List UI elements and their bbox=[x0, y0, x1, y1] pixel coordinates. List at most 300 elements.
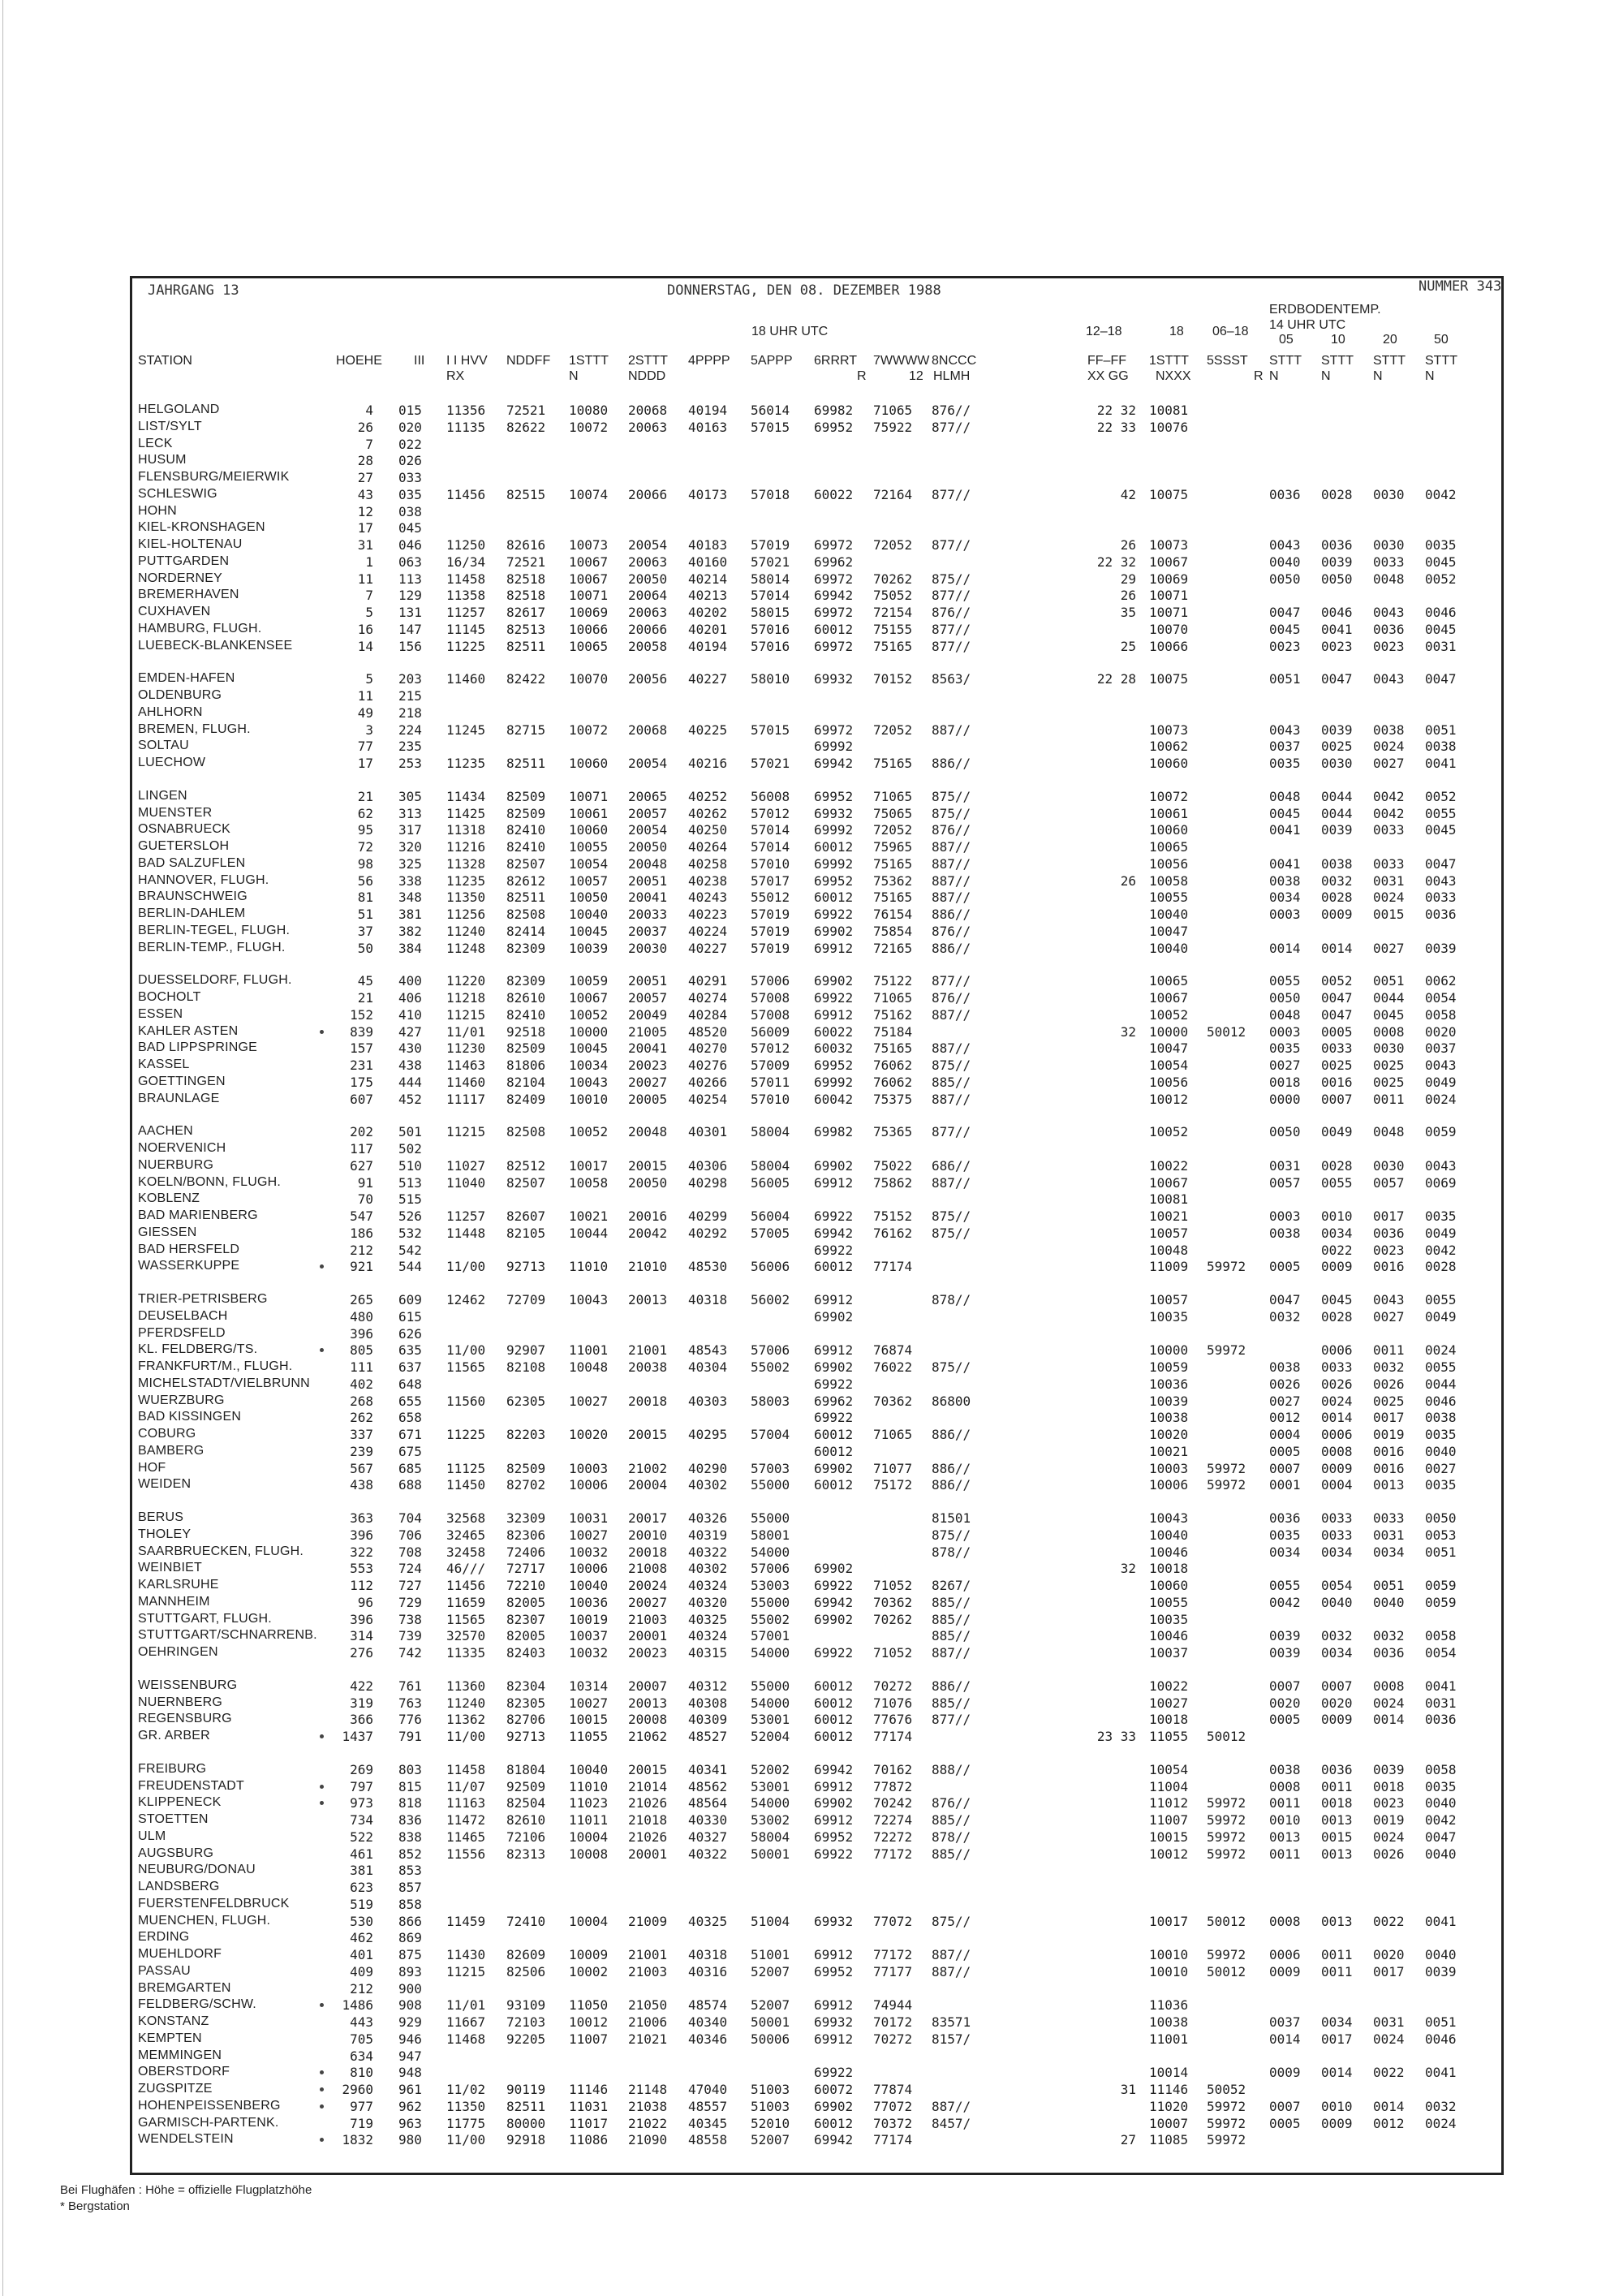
obs-cell: 72406 bbox=[506, 1544, 546, 1560]
station-altitude: 12 bbox=[357, 504, 373, 519]
station-altitude: 409 bbox=[350, 1964, 373, 1979]
obs-cell: 10071 bbox=[569, 789, 609, 804]
extra-cell: 0025 bbox=[1373, 1394, 1405, 1409]
station-name: OEHRINGEN bbox=[138, 1645, 218, 1659]
extra-cell: 0005 bbox=[1269, 2116, 1301, 2131]
extra-cell: 0036 bbox=[1321, 1762, 1353, 1777]
extra-cell: 11004 bbox=[1149, 1779, 1189, 1794]
extra-cell: 0054 bbox=[1321, 1578, 1353, 1593]
station-altitude: 37 bbox=[357, 924, 373, 939]
obs-cell: 20001 bbox=[628, 1628, 668, 1643]
extra-cell: 0055 bbox=[1269, 973, 1301, 989]
extra-cell: 0031 bbox=[1373, 2014, 1405, 2030]
station-id: 609 bbox=[398, 1292, 422, 1307]
extra-cell: 10075 bbox=[1149, 671, 1189, 687]
station-altitude: 396 bbox=[350, 1527, 373, 1543]
extra-cell: 0012 bbox=[1373, 2116, 1405, 2131]
extra-cell: 0055 bbox=[1269, 1578, 1301, 1593]
station-name: FELDBERG/SCHW. bbox=[138, 1997, 256, 2011]
station-altitude: 1486 bbox=[342, 1997, 373, 2013]
col-iii: III bbox=[414, 354, 425, 368]
obs-cell: 82313 bbox=[506, 1846, 546, 1862]
obs-cell: 20057 bbox=[628, 990, 668, 1006]
extra-cell: 0010 bbox=[1269, 1812, 1301, 1828]
station-id: 791 bbox=[398, 1729, 422, 1744]
station-altitude: 461 bbox=[350, 1846, 373, 1862]
obs-cell: 886// bbox=[932, 1461, 971, 1476]
station-altitude: 276 bbox=[350, 1645, 373, 1661]
extra-cell: 10071 bbox=[1149, 588, 1189, 603]
extra-cell: 10054 bbox=[1149, 1762, 1189, 1777]
extra-cell: 10048 bbox=[1149, 1243, 1189, 1258]
obs-cell: 11/01 bbox=[446, 1024, 486, 1040]
obs-cell: 69952 bbox=[814, 1058, 854, 1073]
extra-cell: 0047 bbox=[1425, 671, 1457, 687]
obs-cell: 70262 bbox=[873, 571, 913, 587]
extra-cell: 0005 bbox=[1321, 1024, 1353, 1040]
extra-cell: 0015 bbox=[1373, 907, 1405, 922]
extra-cell: 0033 bbox=[1321, 1359, 1353, 1375]
obs-cell: 20007 bbox=[628, 1678, 668, 1694]
extra-cell: 22 33 bbox=[1096, 420, 1136, 435]
obs-cell: 51003 bbox=[751, 2082, 790, 2097]
extra-cell: 10070 bbox=[1149, 622, 1189, 637]
obs-cell: 82518 bbox=[506, 571, 546, 587]
obs-cell: 69902 bbox=[814, 1309, 854, 1325]
obs-cell: 11010 bbox=[569, 1779, 609, 1794]
station-altitude: 70 bbox=[357, 1191, 373, 1207]
obs-cell: 40252 bbox=[688, 789, 728, 804]
obs-cell: 40243 bbox=[688, 890, 728, 905]
station-id: 444 bbox=[398, 1075, 422, 1090]
station-name: SOLTAU bbox=[138, 739, 189, 752]
station-id: 317 bbox=[398, 822, 422, 838]
obs-cell: 69992 bbox=[814, 856, 854, 872]
obs-cell: 12462 bbox=[446, 1292, 486, 1307]
obs-cell: 40312 bbox=[688, 1678, 728, 1694]
station-name: HANNOVER, FLUGH. bbox=[138, 873, 269, 887]
extra-cell: 0045 bbox=[1321, 1292, 1353, 1307]
station-name: MUENSTER bbox=[138, 806, 213, 820]
obs-cell: 877// bbox=[932, 420, 971, 435]
extra-cell: 0031 bbox=[1425, 1695, 1457, 1711]
extra-cell: 0052 bbox=[1425, 789, 1457, 804]
obs-cell: 10040 bbox=[569, 1762, 609, 1777]
obs-cell: 69902 bbox=[814, 973, 854, 989]
station-name: AACHEN bbox=[138, 1124, 193, 1138]
obs-cell: 48530 bbox=[688, 1259, 728, 1274]
obs-cell: 11460 bbox=[446, 671, 486, 687]
extra-cell: 0023 bbox=[1321, 639, 1353, 654]
extra-cell: 0043 bbox=[1269, 537, 1301, 553]
obs-cell: 60012 bbox=[814, 1712, 854, 1727]
extra-cell: 10017 bbox=[1149, 1914, 1189, 1929]
station-id: 129 bbox=[398, 588, 422, 603]
obs-cell: 885// bbox=[932, 1612, 971, 1627]
obs-cell: 11358 bbox=[446, 588, 486, 603]
group-erdboden: ERDBODENTEMP. bbox=[1269, 303, 1381, 317]
obs-cell: 10050 bbox=[569, 890, 609, 905]
station-altitude: 2960 bbox=[342, 2082, 373, 2097]
extra-cell: 10021 bbox=[1149, 1444, 1189, 1459]
station-altitude: 7 bbox=[365, 588, 373, 603]
obs-cell: 875// bbox=[932, 1058, 971, 1073]
mountain-station-dot bbox=[320, 2104, 324, 2109]
extra-cell: 0036 bbox=[1425, 907, 1457, 922]
obs-cell: 48520 bbox=[688, 1024, 728, 1040]
obs-cell: 72106 bbox=[506, 1829, 546, 1845]
obs-cell: 82610 bbox=[506, 990, 546, 1006]
obs-cell: 8457/ bbox=[932, 2116, 971, 2131]
obs-cell: 76874 bbox=[873, 1342, 913, 1358]
col-3-top: 1STTT bbox=[569, 354, 609, 368]
obs-cell: 72272 bbox=[873, 1829, 913, 1845]
obs-cell: 20015 bbox=[628, 1762, 668, 1777]
obs-cell: 11450 bbox=[446, 1477, 486, 1493]
obs-cell: 11448 bbox=[446, 1226, 486, 1241]
station-id: 655 bbox=[398, 1394, 422, 1409]
obs-cell: 82511 bbox=[506, 2099, 546, 2114]
obs-cell: 76154 bbox=[873, 907, 913, 922]
obs-cell: 20064 bbox=[628, 588, 668, 603]
obs-cell: 21022 bbox=[628, 2116, 668, 2131]
obs-cell: 69912 bbox=[814, 1997, 854, 2013]
station-name: GOETTINGEN bbox=[138, 1075, 226, 1088]
obs-cell: 876// bbox=[932, 924, 971, 939]
extra-cell: 10018 bbox=[1149, 1561, 1189, 1576]
obs-cell: 53002 bbox=[751, 1812, 790, 1828]
station-id: 215 bbox=[398, 688, 422, 704]
col-15-top: STTT bbox=[1373, 354, 1406, 368]
extra-cell: 32 bbox=[1120, 1024, 1136, 1040]
obs-cell: 71052 bbox=[873, 1578, 913, 1593]
extra-cell: 0028 bbox=[1425, 1259, 1457, 1274]
extra-cell: 0018 bbox=[1269, 1075, 1301, 1090]
station-id: 313 bbox=[398, 806, 422, 821]
obs-cell: 82509 bbox=[506, 1461, 546, 1476]
obs-cell: 70172 bbox=[873, 2014, 913, 2030]
obs-cell: 10002 bbox=[569, 1964, 609, 1979]
obs-cell: 57019 bbox=[751, 924, 790, 939]
obs-cell: 40292 bbox=[688, 1226, 728, 1241]
station-id: 033 bbox=[398, 470, 422, 485]
extra-cell: 0038 bbox=[1269, 1359, 1301, 1375]
obs-cell: 48543 bbox=[688, 1342, 728, 1358]
station-altitude: 111 bbox=[350, 1359, 373, 1375]
obs-cell: 20065 bbox=[628, 789, 668, 804]
obs-cell: 52004 bbox=[751, 1729, 790, 1744]
obs-cell: 57014 bbox=[751, 839, 790, 855]
station-name: DUESSELDORF, FLUGH. bbox=[138, 973, 292, 987]
scan-edge-line bbox=[2, 0, 3, 2296]
obs-cell: 11456 bbox=[446, 487, 486, 502]
station-altitude: 319 bbox=[350, 1695, 373, 1711]
obs-cell: 40274 bbox=[688, 990, 728, 1006]
obs-cell: 10000 bbox=[569, 1024, 609, 1040]
extra-cell: 0034 bbox=[1321, 1226, 1353, 1241]
extra-cell: 0024 bbox=[1373, 2031, 1405, 2047]
obs-cell: 82509 bbox=[506, 789, 546, 804]
station-name: FUERSTENFELDBRUCK bbox=[138, 1897, 290, 1910]
station-altitude: 1832 bbox=[342, 2132, 373, 2147]
station-id: 852 bbox=[398, 1846, 422, 1862]
extra-cell: 0033 bbox=[1321, 1510, 1353, 1526]
obs-cell: 878// bbox=[932, 1829, 971, 1845]
obs-cell: 75365 bbox=[873, 1124, 913, 1139]
extra-cell: 10035 bbox=[1149, 1309, 1189, 1325]
station-altitude: 268 bbox=[350, 1394, 373, 1409]
extra-cell: 0055 bbox=[1425, 1359, 1457, 1375]
obs-cell: 21001 bbox=[628, 1947, 668, 1962]
obs-cell: 69992 bbox=[814, 1075, 854, 1090]
extra-cell: 0011 bbox=[1269, 1846, 1301, 1862]
obs-cell: 10006 bbox=[569, 1561, 609, 1576]
station-id: 908 bbox=[398, 1997, 422, 2013]
extra-cell: 0016 bbox=[1373, 1461, 1405, 1476]
col-4-bottom: NDDD bbox=[628, 369, 666, 383]
obs-cell: 69932 bbox=[814, 2014, 854, 2030]
obs-cell: 10031 bbox=[569, 1510, 609, 1526]
station-id: 532 bbox=[398, 1226, 422, 1241]
obs-cell: 57019 bbox=[751, 537, 790, 553]
station-altitude: 27 bbox=[357, 470, 373, 485]
obs-cell: 52007 bbox=[751, 1964, 790, 1979]
obs-cell: 50006 bbox=[751, 2031, 790, 2047]
station-id: 838 bbox=[398, 1829, 422, 1845]
extra-cell: 0005 bbox=[1269, 1444, 1301, 1459]
depth-10: 10 bbox=[1331, 333, 1345, 347]
col-14-bottom: N bbox=[1321, 369, 1331, 383]
obs-cell: 69922 bbox=[814, 1578, 854, 1593]
station-name: KAHLER ASTEN bbox=[138, 1024, 239, 1038]
issue-date: DONNERSTAG, DEN 08. DEZEMBER 1988 bbox=[667, 282, 941, 299]
obs-cell: 40238 bbox=[688, 873, 728, 889]
extra-cell: 0027 bbox=[1425, 1461, 1457, 1476]
extra-cell: 0005 bbox=[1269, 1712, 1301, 1727]
col-9-bottom: HLMH bbox=[933, 369, 971, 383]
extra-cell: 0036 bbox=[1269, 1510, 1301, 1526]
obs-cell: 875// bbox=[932, 571, 971, 587]
extra-cell: 0042 bbox=[1425, 1243, 1457, 1258]
station-name: HOHN bbox=[138, 504, 177, 518]
obs-cell: 10020 bbox=[569, 1427, 609, 1442]
obs-cell: 10004 bbox=[569, 1914, 609, 1929]
extra-cell: 0047 bbox=[1269, 1292, 1301, 1307]
group-18: 18 bbox=[1169, 325, 1184, 338]
station-id: 836 bbox=[398, 1812, 422, 1828]
obs-cell: 69912 bbox=[814, 941, 854, 956]
obs-cell: 82410 bbox=[506, 822, 546, 838]
obs-cell: 82511 bbox=[506, 890, 546, 905]
extra-cell: 0048 bbox=[1269, 1007, 1301, 1023]
obs-cell: 10052 bbox=[569, 1007, 609, 1023]
obs-cell: 21026 bbox=[628, 1829, 668, 1845]
station-id: 430 bbox=[398, 1040, 422, 1056]
col-10-bottom: XX GG bbox=[1087, 369, 1129, 383]
extra-cell: 50052 bbox=[1207, 2082, 1246, 2097]
station-name: FLENSBURG/MEIERWIK bbox=[138, 470, 290, 484]
extra-cell: 0042 bbox=[1425, 487, 1457, 502]
obs-cell: 20038 bbox=[628, 1359, 668, 1375]
obs-cell: 77072 bbox=[873, 1914, 913, 1929]
extra-cell: 0028 bbox=[1321, 1158, 1353, 1174]
extra-cell: 0001 bbox=[1269, 1477, 1301, 1493]
obs-cell: 69922 bbox=[814, 1846, 854, 1862]
obs-cell: 47040 bbox=[688, 2082, 728, 2097]
extra-cell: 0033 bbox=[1321, 1040, 1353, 1056]
obs-cell: 11146 bbox=[569, 2082, 609, 2097]
extra-cell: 50012 bbox=[1207, 1024, 1246, 1040]
obs-cell: 877// bbox=[932, 973, 971, 989]
extra-cell: 50012 bbox=[1207, 1914, 1246, 1929]
extra-cell: 59972 bbox=[1207, 2132, 1246, 2147]
col-1-bottom: RX bbox=[446, 369, 465, 383]
obs-cell: 77177 bbox=[873, 1964, 913, 1979]
extra-cell: 0007 bbox=[1269, 1461, 1301, 1476]
extra-cell: 0007 bbox=[1321, 1092, 1353, 1107]
obs-cell: 20051 bbox=[628, 973, 668, 989]
obs-cell: 83571 bbox=[932, 2014, 971, 2030]
extra-cell: 0015 bbox=[1321, 1829, 1353, 1845]
station-id: 929 bbox=[398, 2014, 422, 2030]
obs-cell: 876// bbox=[932, 1795, 971, 1811]
station-altitude: 1437 bbox=[342, 1729, 373, 1744]
col-16-bottom: N bbox=[1425, 369, 1435, 383]
station-id: 671 bbox=[398, 1427, 422, 1442]
obs-cell: 77174 bbox=[873, 1729, 913, 1744]
extra-cell: 0043 bbox=[1373, 671, 1405, 687]
extra-cell: 0033 bbox=[1425, 890, 1457, 905]
station-altitude: 43 bbox=[357, 487, 373, 502]
extra-cell: 0014 bbox=[1321, 2065, 1353, 2080]
station-altitude: 522 bbox=[350, 1829, 373, 1845]
obs-cell: 10060 bbox=[569, 756, 609, 771]
obs-cell: 71077 bbox=[873, 1461, 913, 1476]
extra-cell: 0058 bbox=[1425, 1762, 1457, 1777]
obs-cell: 56006 bbox=[751, 1259, 790, 1274]
station-id: 675 bbox=[398, 1444, 422, 1459]
station-altitude: 607 bbox=[350, 1092, 373, 1107]
obs-cell: 10072 bbox=[569, 420, 609, 435]
obs-cell: 20054 bbox=[628, 756, 668, 771]
obs-cell: 51001 bbox=[751, 1947, 790, 1962]
extra-cell: 0011 bbox=[1321, 1964, 1353, 1979]
extra-cell: 10043 bbox=[1149, 1510, 1189, 1526]
obs-cell: 11659 bbox=[446, 1595, 486, 1610]
extra-cell: 22 32 bbox=[1096, 554, 1136, 570]
extra-cell: 0031 bbox=[1425, 639, 1457, 654]
station-altitude: 1 bbox=[365, 554, 373, 570]
station-id: 724 bbox=[398, 1561, 422, 1576]
obs-cell: 75965 bbox=[873, 839, 913, 855]
station-name: BERLIN-TEMP., FLUGH. bbox=[138, 941, 286, 954]
extra-cell: 0045 bbox=[1269, 806, 1301, 821]
obs-cell: 82616 bbox=[506, 537, 546, 553]
obs-cell: 887// bbox=[932, 2099, 971, 2114]
obs-cell: 11011 bbox=[569, 1812, 609, 1828]
obs-cell: 40250 bbox=[688, 822, 728, 838]
obs-cell: 21001 bbox=[628, 1342, 668, 1358]
obs-cell: 887// bbox=[932, 856, 971, 872]
station-name: WEINBIET bbox=[138, 1561, 202, 1574]
station-altitude: 14 bbox=[357, 639, 373, 654]
obs-cell: 20017 bbox=[628, 1510, 668, 1526]
extra-cell: 0010 bbox=[1321, 1208, 1353, 1224]
obs-cell: 57012 bbox=[751, 1040, 790, 1056]
obs-cell: 20010 bbox=[628, 1527, 668, 1543]
extra-cell: 59972 bbox=[1207, 1477, 1246, 1493]
obs-cell: 51004 bbox=[751, 1914, 790, 1929]
obs-cell: 69952 bbox=[814, 1964, 854, 1979]
extra-cell: 0047 bbox=[1425, 856, 1457, 872]
extra-cell: 10046 bbox=[1149, 1628, 1189, 1643]
station-altitude: 72 bbox=[357, 839, 373, 855]
extra-cell: 10047 bbox=[1149, 924, 1189, 939]
obs-cell: 69942 bbox=[814, 1762, 854, 1777]
station-id: 818 bbox=[398, 1795, 422, 1811]
extra-cell: 26 bbox=[1120, 588, 1136, 603]
obs-cell: 50001 bbox=[751, 2014, 790, 2030]
extra-cell: 0059 bbox=[1425, 1124, 1457, 1139]
obs-cell: 886// bbox=[932, 907, 971, 922]
extra-cell: 25 bbox=[1120, 639, 1136, 654]
station-altitude: 26 bbox=[357, 420, 373, 435]
obs-cell: 10065 bbox=[569, 639, 609, 654]
col-9-top: 8NCCC bbox=[932, 354, 977, 368]
station-name: KONSTANZ bbox=[138, 2014, 209, 2028]
obs-cell: 11/00 bbox=[446, 1729, 486, 1744]
extra-cell: 0020 bbox=[1321, 1695, 1353, 1711]
obs-cell: 58004 bbox=[751, 1124, 790, 1139]
extra-cell: 0043 bbox=[1425, 873, 1457, 889]
station-altitude: 11 bbox=[357, 688, 373, 704]
obs-cell: 75362 bbox=[873, 873, 913, 889]
station-id: 658 bbox=[398, 1410, 422, 1425]
obs-cell: 58004 bbox=[751, 1158, 790, 1174]
obs-cell: 57019 bbox=[751, 941, 790, 956]
obs-cell: 75922 bbox=[873, 420, 913, 435]
obs-cell: 69972 bbox=[814, 639, 854, 654]
obs-cell: 10017 bbox=[569, 1158, 609, 1174]
extra-cell: 0011 bbox=[1373, 1342, 1405, 1358]
extra-cell: 10040 bbox=[1149, 941, 1189, 956]
extra-cell: 0013 bbox=[1373, 1477, 1405, 1493]
extra-cell: 0034 bbox=[1269, 1544, 1301, 1560]
extra-cell: 0051 bbox=[1425, 1544, 1457, 1560]
obs-cell: 57021 bbox=[751, 554, 790, 570]
obs-cell: 11010 bbox=[569, 1259, 609, 1274]
obs-cell: 10069 bbox=[569, 605, 609, 620]
extra-cell: 59972 bbox=[1207, 2116, 1246, 2131]
station-altitude: 322 bbox=[350, 1544, 373, 1560]
station-altitude: 797 bbox=[350, 1779, 373, 1794]
extra-cell: 0058 bbox=[1425, 1007, 1457, 1023]
station-id: 866 bbox=[398, 1914, 422, 1929]
station-name: PFERDSFELD bbox=[138, 1326, 226, 1340]
extra-cell: 0046 bbox=[1425, 2031, 1457, 2047]
group-18utc: 18 UHR UTC bbox=[751, 325, 829, 338]
station-altitude: 973 bbox=[350, 1795, 373, 1811]
obs-cell: 57017 bbox=[751, 873, 790, 889]
station-altitude: 98 bbox=[357, 856, 373, 872]
extra-cell: 10067 bbox=[1149, 554, 1189, 570]
obs-cell: 72052 bbox=[873, 822, 913, 838]
obs-cell: 58010 bbox=[751, 671, 790, 687]
obs-cell: 10067 bbox=[569, 990, 609, 1006]
obs-cell: 69952 bbox=[814, 789, 854, 804]
mountain-station-dot bbox=[320, 1801, 324, 1805]
extra-cell: 0028 bbox=[1321, 487, 1353, 502]
